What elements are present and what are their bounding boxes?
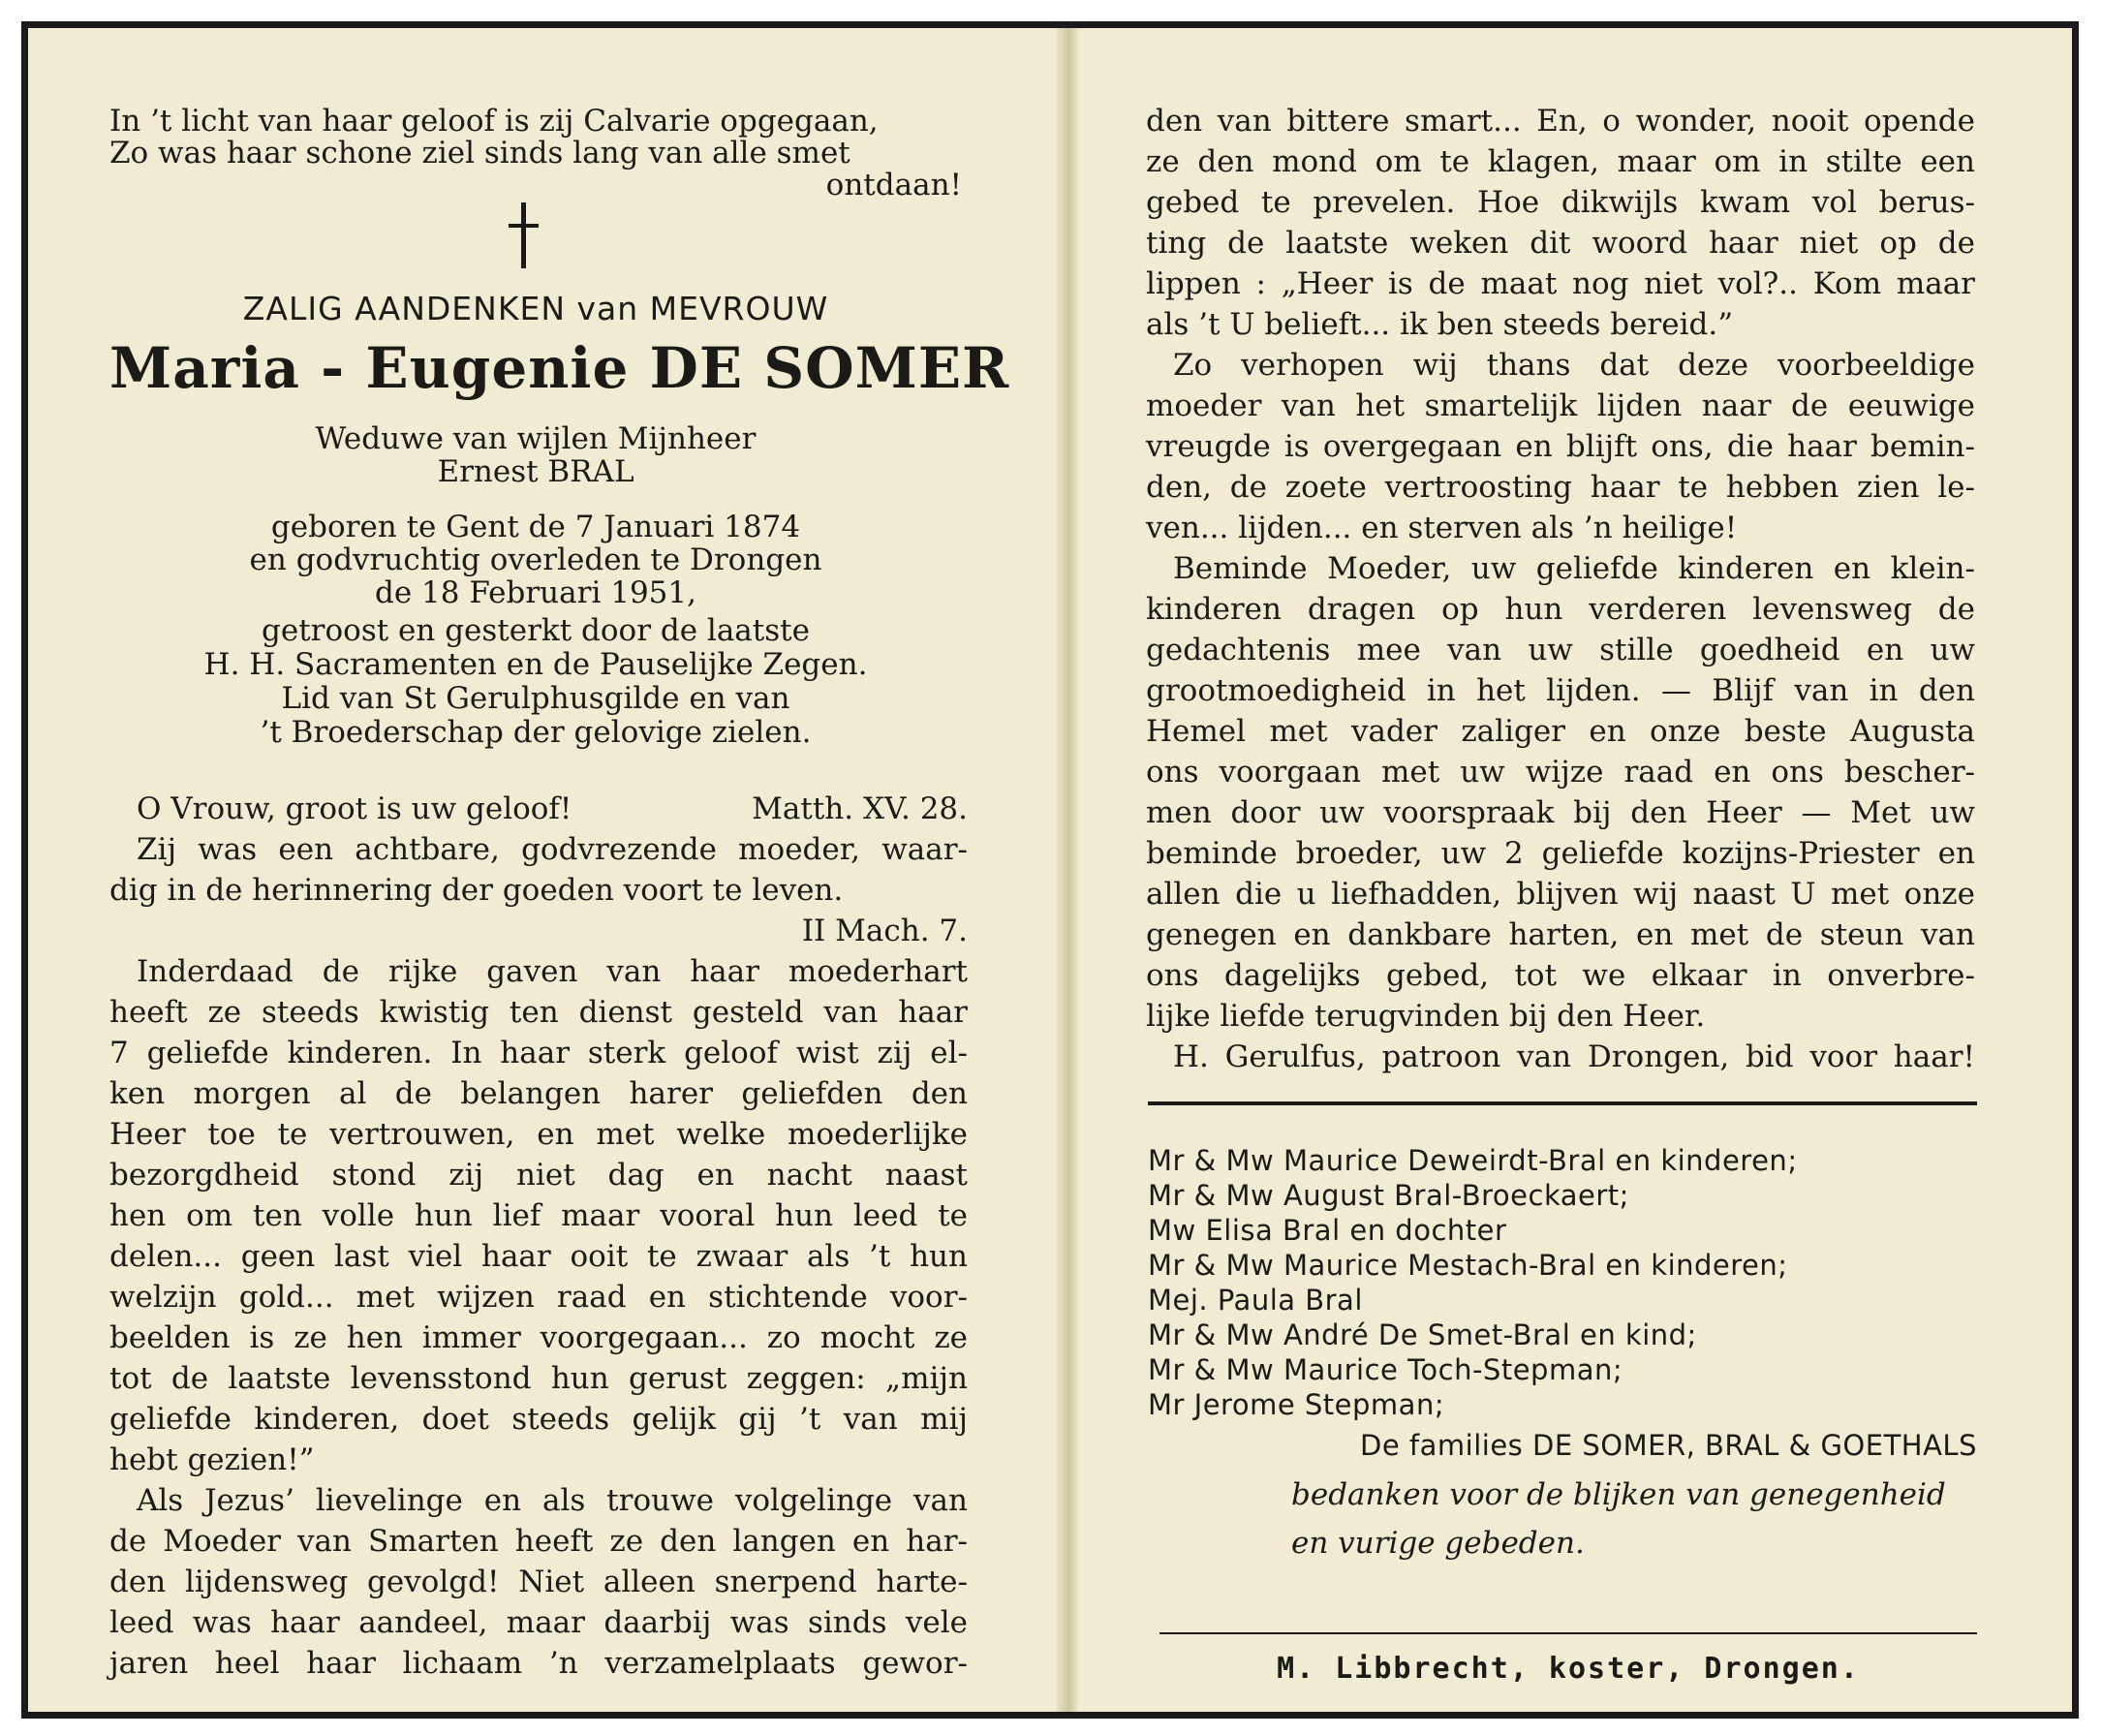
memorial-card (21, 21, 2079, 1719)
detail-line: ’t Broederschap der gelovige zielen. (260, 715, 812, 750)
body-line: hebt gezien!” (109, 1442, 315, 1477)
body-line: hen om ten volle hun lief maar vooral hun leed te (109, 1198, 968, 1233)
quote-text: O Vrouw, groot is uw geloof! (137, 791, 572, 826)
body-line: den van bittere smart... En, o wonder, nooit opende (1146, 104, 1975, 139)
detail-line: H. H. Sacramenten en de Pauselijke Zegen. (203, 647, 868, 682)
body-line: lippen : „Heer is de maat nog niet vol?.. Kom maar (1146, 266, 1975, 301)
body-line: Beminde Moeder, uw geliefde kinderen en klein- (1173, 551, 1975, 586)
body-line: Hemel met vader zaliger en onze beste Augusta (1146, 714, 1975, 749)
detail-line: geboren te Gent de 7 Januari 1874 (270, 510, 801, 544)
left-page (28, 28, 1057, 1712)
detail-line: getroost en gesterkt door de laatste (262, 613, 810, 648)
body-line: Zij was een achtbare, godvrezende moeder, waar- (137, 832, 968, 867)
body-line: de Moeder van Smarten heeft ze den langen en har- (109, 1524, 968, 1559)
cross-icon (505, 202, 543, 270)
families-line: De families DE SOMER, BRAL & GOETHALS (1360, 1429, 1977, 1462)
printer-divider (1159, 1632, 1977, 1634)
body-line: jaren heel haar lichaam ’n verzamelplaats gewor- (109, 1646, 968, 1681)
body-line: ting de laatste weken dit woord haar niet op de (1146, 226, 1975, 261)
body-line: H. Gerulfus, patroon van Drongen, bid voor haar! (1173, 1039, 1975, 1074)
thanks-line: bedanken voor de blijken van genegenheid (1291, 1477, 1946, 1512)
family-member: Mr & Mw Maurice Toch-Stepman; (1148, 1353, 1623, 1386)
detail-line: Ernest BRAL (437, 454, 634, 489)
body-line: ons voorgaan met uw wijze raad en ons bescher- (1146, 755, 1975, 790)
right-page (1078, 28, 2079, 1712)
body-line: genegen en dankbare harten, en met de steun van (1146, 917, 1975, 952)
intro-verse-line-2: Zo was haar schone ziel sinds lang van alle smet (109, 136, 850, 170)
body-line: ze den mond om te klagen, maar om in stilte een (1146, 144, 1975, 179)
memorial-heading: ZALIG AANDENKEN van MEVROUW (242, 290, 829, 327)
body-line: moeder van het smartelijk lijden naar de eeuwige (1146, 388, 1975, 423)
family-member: Mr & Mw Maurice Mestach-Bral en kinderen; (1148, 1249, 1788, 1282)
detail-line: Lid van St Gerulphusgilde en van (281, 681, 790, 716)
body-line: grootmoedigheid in het lijden. — Blijf van in den (1146, 673, 1975, 708)
body-line: welzijn gold... met wijzen raad en stichtende voor- (109, 1280, 968, 1315)
body-line: ven... lijden... en sterven als ’n heilige! (1146, 511, 1738, 545)
body-line: gebed te prevelen. Hoe dikwijls kwam vol berus- (1146, 185, 1975, 220)
body-line: beelden is ze hen immer voorgegaan... zo mocht ze (109, 1320, 968, 1355)
body-line: beminde broeder, uw 2 geliefde kozijns-Priester en (1146, 836, 1975, 871)
body-line: als ’t U belieft... ik ben steeds bereid.” (1146, 307, 1734, 342)
intro-verse-line-3: ontdaan! (825, 168, 962, 202)
body-line: Heer toe te vertrouwen, en met welke moederlijke (109, 1117, 968, 1152)
body-line: allen die u liefhadden, blijven wij naast U met onze (1146, 877, 1975, 912)
section-divider (1148, 1101, 1977, 1105)
quote-reference: Matth. XV. 28. (752, 791, 968, 826)
body-line: lijke liefde terugvinden bij den Heer. (1146, 999, 1706, 1034)
fold-crease (1057, 28, 1078, 1712)
body-line: geliefde kinderen, doet steeds gelijk gij ’t van mij (109, 1402, 968, 1437)
body-line: Inderdaad de rijke gaven van haar moederhart (137, 954, 968, 989)
family-member: Mej. Paula Bral (1148, 1284, 1363, 1317)
thanks-line: en vurige gebeden. (1291, 1526, 1585, 1561)
body-line: gedachtenis mee van uw stille goedheid en uw (1146, 633, 1975, 667)
body-line: leed was haar aandeel, maar daarbij was sinds vele (109, 1605, 968, 1640)
detail-line: en godvruchtig overleden te Drongen (249, 542, 822, 577)
detail-line: de 18 Februari 1951, (375, 575, 696, 610)
body-line: Zo verhopen wij thans dat deze voorbeeldige (1173, 348, 1975, 383)
body-line: den lijdensweg gevolgd! Niet alleen snerpend harte- (109, 1565, 968, 1599)
family-member: Mr Jerome Stepman; (1148, 1388, 1445, 1421)
body-reference: II Mach. 7. (801, 914, 968, 948)
deceased-name: Maria - Eugenie DE SOMER (109, 335, 1010, 401)
body-line: bezorgdheid stond zij niet dag en nacht naast (109, 1158, 968, 1193)
family-member: Mr & Mw August Bral-Broeckaert; (1148, 1179, 1629, 1212)
body-line: dig in de herinnering der goeden voort te leven. (109, 873, 844, 908)
body-line: men door uw voorspraak bij den Heer — Met uw (1146, 795, 1975, 830)
body-line: kinderen dragen op hun verderen levensweg de (1146, 592, 1975, 627)
printer-credit: M. Libbrecht, koster, Drongen. (1277, 1652, 1860, 1686)
family-member: Mr & Mw André De Smet-Bral en kind; (1148, 1318, 1697, 1351)
body-line: Als Jezus’ lievelinge en als trouwe volgelinge van (137, 1483, 968, 1518)
body-line: vreugde is overgegaan en blijft ons, die haar bemin- (1146, 429, 1975, 464)
intro-verse-line-1: In ’t licht van haar geloof is zij Calvarie opgegaan, (109, 104, 879, 139)
family-member: Mw Elisa Bral en dochter (1148, 1214, 1507, 1247)
family-member: Mr & Mw Maurice Deweirdt-Bral en kinderen; (1148, 1144, 1798, 1177)
body-line: ons dagelijks gebed, tot we elkaar in onverbre- (1146, 958, 1975, 993)
body-line: den, de zoete vertroosting haar te hebben zien le- (1146, 470, 1975, 505)
body-line: tot de laatste levensstond hun gerust zeggen: „mijn (109, 1361, 968, 1396)
body-line: heeft ze steeds kwistig ten dienst gesteld van haar (109, 995, 968, 1030)
body-line: 7 geliefde kinderen. In haar sterk geloof wist zij el- (109, 1036, 968, 1070)
detail-line: Weduwe van wijlen Mijnheer (315, 421, 757, 456)
body-line: delen... geen last viel haar ooit te zwaar als ’t hun (109, 1239, 968, 1274)
body-line: ken morgen al de belangen harer geliefden den (109, 1076, 968, 1111)
